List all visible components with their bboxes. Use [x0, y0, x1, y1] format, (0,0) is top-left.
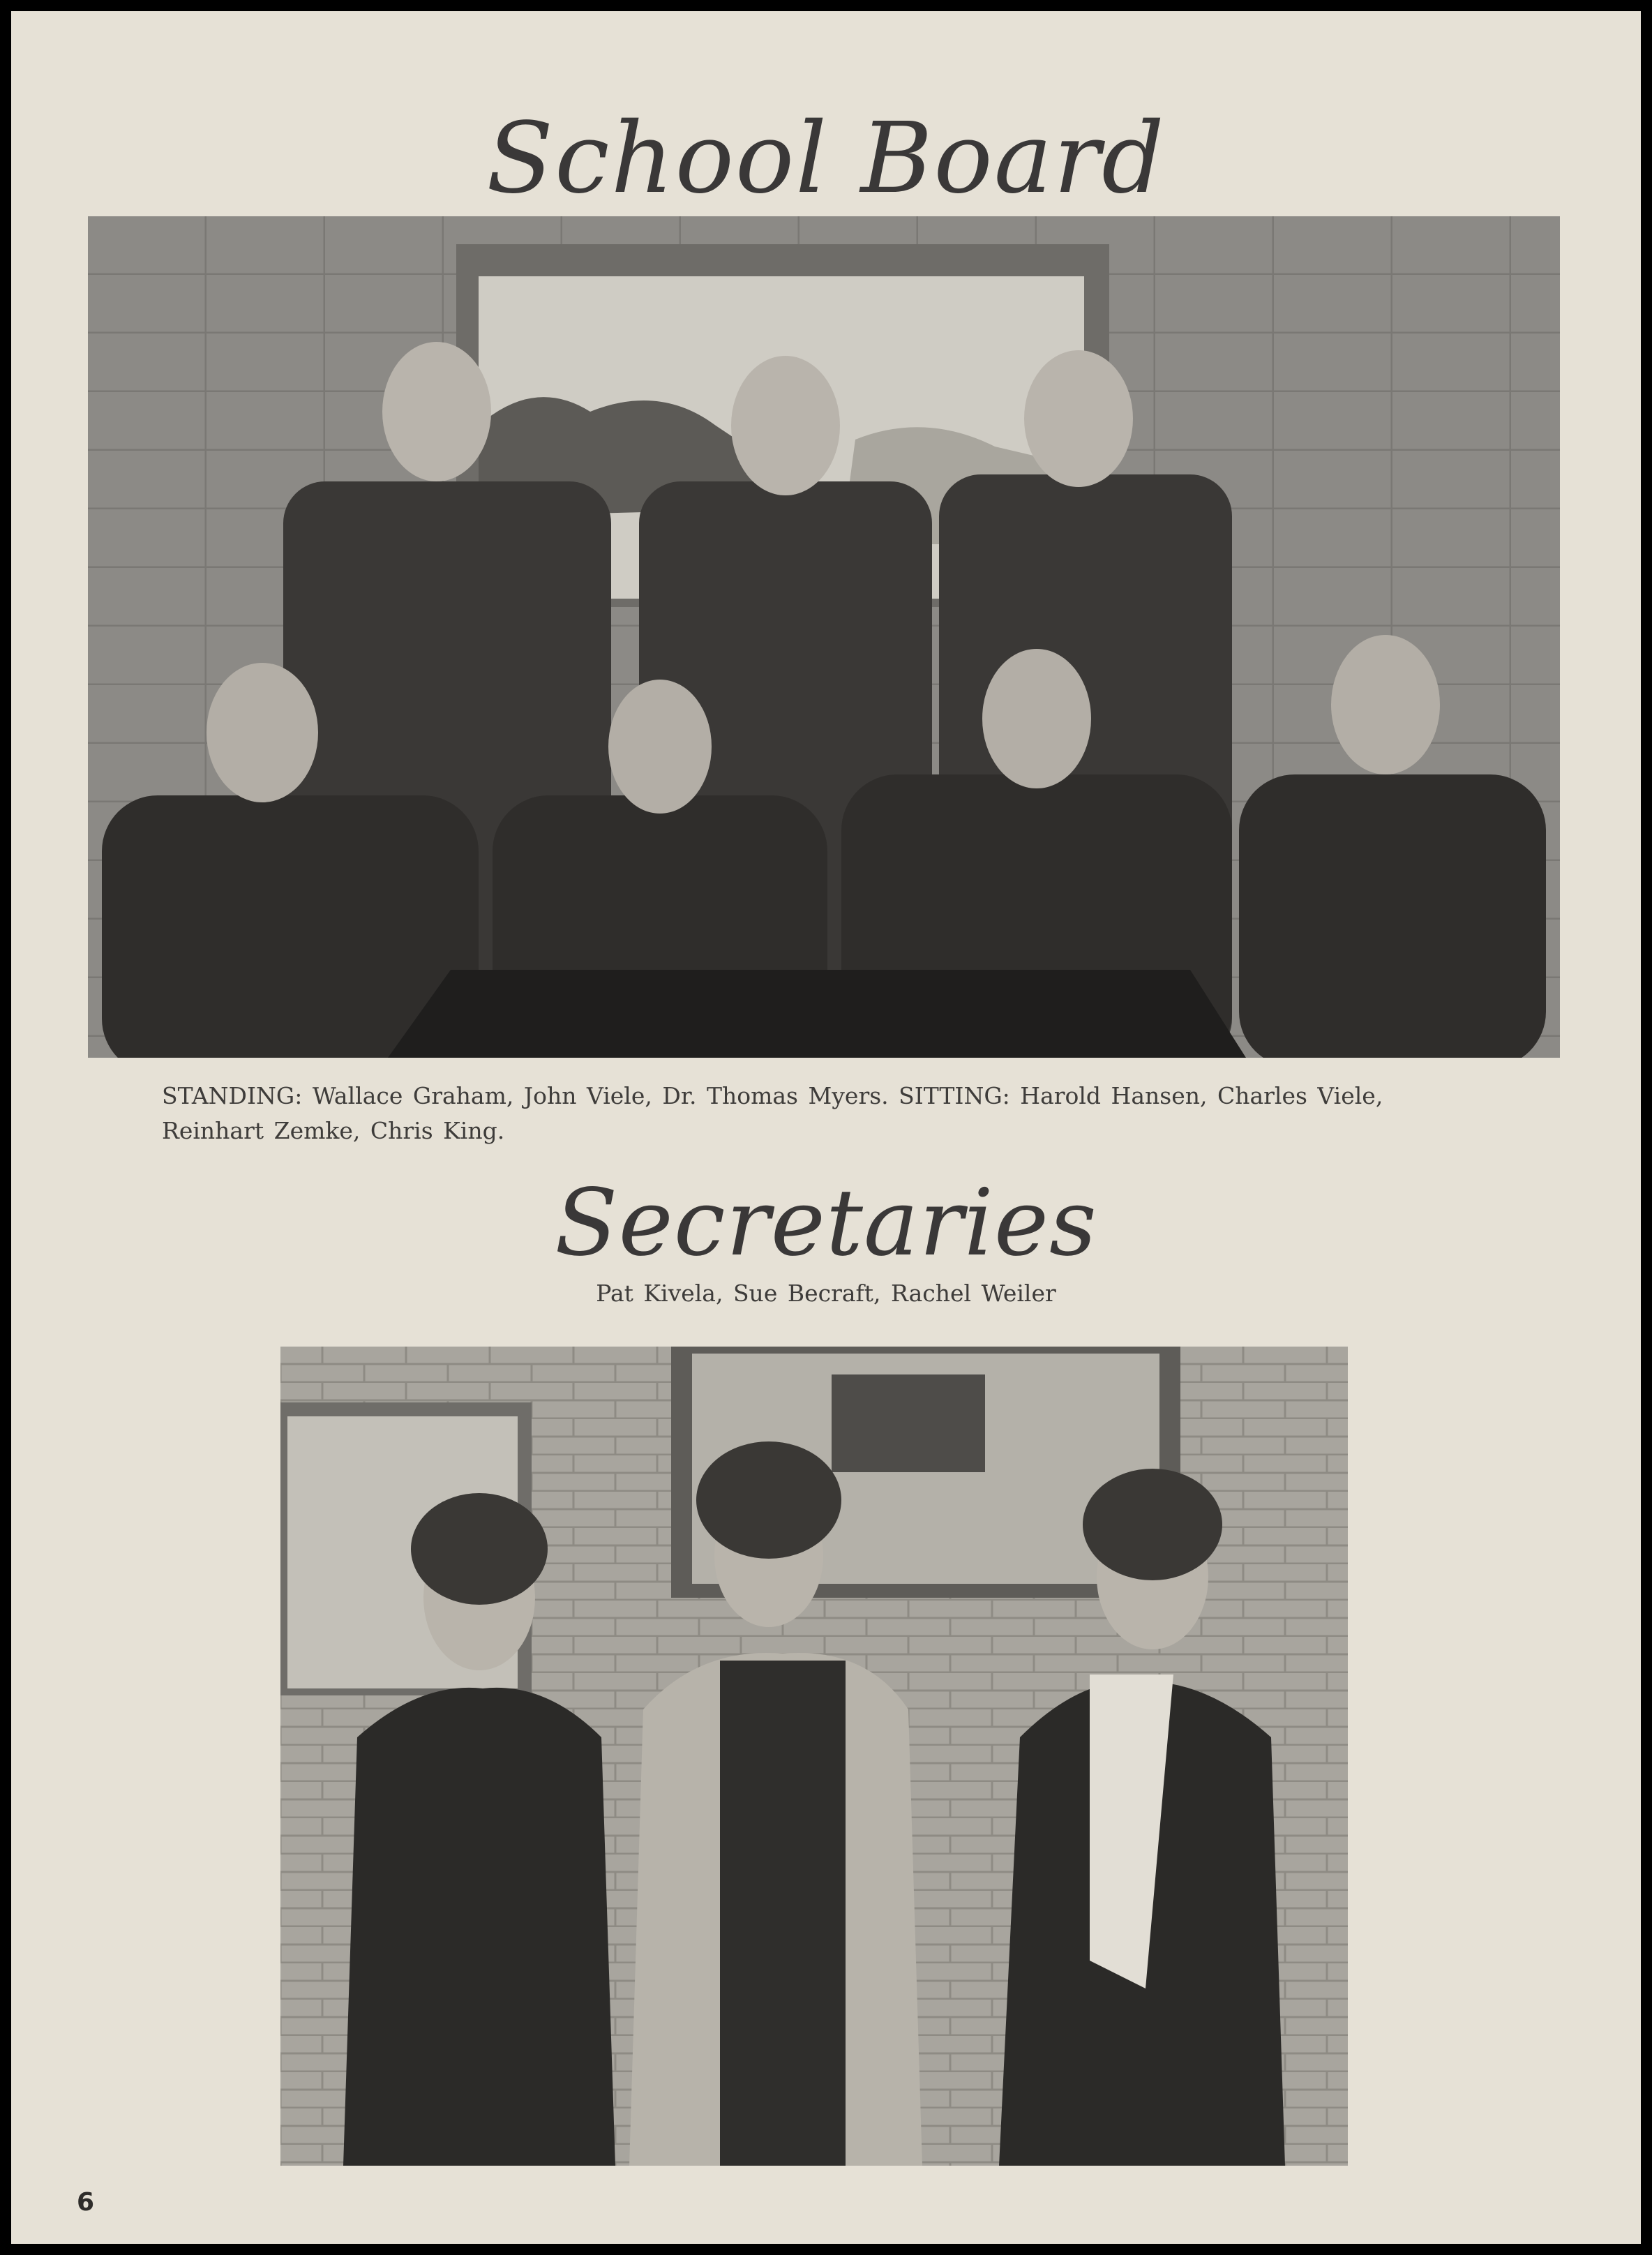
page-number: 6 [77, 2188, 95, 2217]
secretaries-caption: Pat Kivela, Sue Becraft, Rachel Weiler [596, 1280, 1056, 1307]
secretaries-heading: Secretaries [555, 1169, 1097, 1277]
school-board-heading: School Board [486, 102, 1166, 216]
school-board-caption [162, 1079, 1564, 1148]
secretaries-photo [280, 1347, 1348, 2166]
school-board-photo-illustration [88, 216, 1560, 1058]
school-board-photo [88, 216, 1560, 1058]
secretaries-photo-illustration [280, 1347, 1348, 2166]
yearbook-page [11, 11, 1641, 2244]
school-board-caption-line-1: STANDING: Wallace Graham, John Viele, Dr. Thomas Myers. SITTING: Harold Hansen, Charles Viele, [162, 1082, 1383, 1109]
school-board-caption-line-2: Reinhart Zemke, Chris King. [162, 1117, 505, 1144]
